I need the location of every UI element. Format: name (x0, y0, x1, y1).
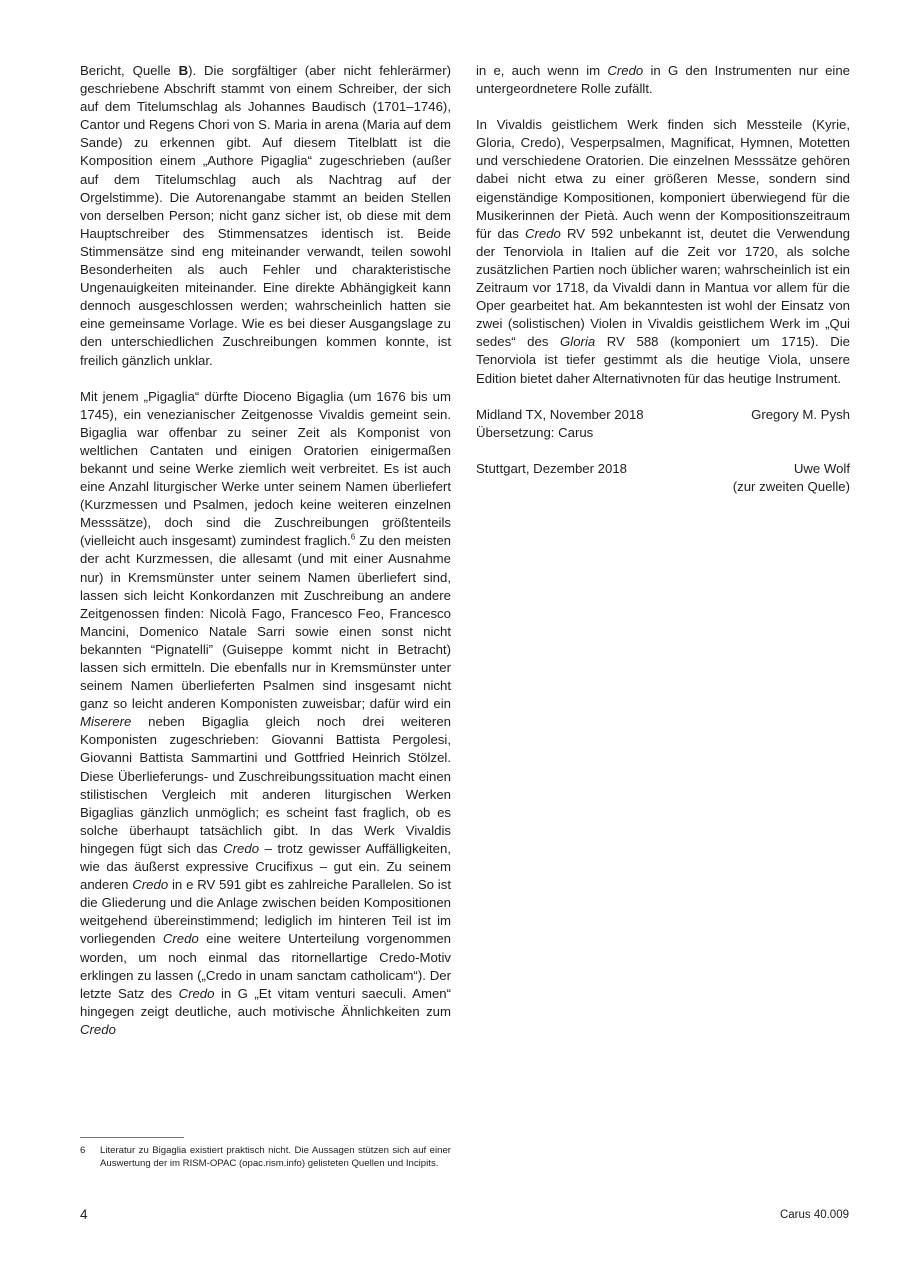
work-title: Gloria (560, 334, 596, 350)
work-title: Credo (80, 1021, 116, 1037)
catalog-number: Carus 40.009 (779, 1209, 849, 1221)
paragraph-text: in e, auch wenn im (476, 63, 608, 78)
paragraph-text: Zu den meisten der acht Kurzmessen, die allesamt (und mit einer Ausnahme nur) in Kremsmünster unter seinem Namen überliefert sind, lassen sich leicht Konkordanzen mit Zuschreibung an andere Zeitgenossen finden: Nicolà Fago, Francesco Feo, Francesco Mancini, Domenico Natale Sarri sowie einen sonst nicht bekannten “Pignatelli” (Guiseppe kommt nicht in Betracht) lassen sich ermitteln. Die ebenfalls nur in Kremsmünster unter seinem Namen überlieferten Psalmen sind insgesamt nicht ganz so leicht anderen Komponisten zuweisbar; dafür wird ein (80, 533, 451, 712)
signature-block-wolf (476, 460, 850, 496)
paragraph-text: RV 592 unbekannt ist, deutet die Verwendung der Tenorviola in Italien auf die Zeit vor 1720, als solche zusätzlichen Partien noch üblicher waren; wahrscheinlich ist ein Zeitraum vor 1718, da Vivaldi dann in Mantua vor allem für die Oper gearbeitet hat. Am bekanntesten ist wohl der Einsatz von zwei (solistischen) Violen in Vivaldis geistlichem Werk im „Qui sedes“ des (476, 225, 850, 350)
footnote-number: 6 (80, 1145, 86, 1156)
signature-note: (zur zweiten Quelle) (732, 478, 850, 494)
left-column (80, 62, 451, 1057)
paragraph-text: RV 588 (komponiert um 1715). Die Tenorviola ist tiefer gestimmt als die heutige Viola, unsere Edition bietet daher Alternativnoten für das heutige Instrument. (476, 334, 850, 386)
work-title: Credo (178, 985, 215, 1001)
work-title: Miserere (80, 714, 132, 730)
work-title: Credo (162, 931, 199, 947)
paragraph-text: Bericht, Quelle B). Die sorgfältiger (aber nicht fehlerärmer) geschriebene Abschrift stammt von einem Schreiber, der sich auf dem Titelumschlag als Johannes Baudisch (1701–1746), Cantor und Regens Chori von S. Maria in arena (Maria auf dem Sande) zu erkennen gibt. Auf diesem Titelblatt ist die Komposition einem „Authore Pigaglia“ zugeschrieben (außer auf dem Titelumschlag auch als Nachtrag auf der Orgelstimme). Die Autorenangabe stammt an beiden Stellen von derselben Person; nicht ganz sicher ist, ob diese mit dem Hauptschreiber des Stimmensatzes identisch ist. Beide Stimmensätze sind eng miteinander verwandt, teilen sowohl Besonderheiten als auch Fehler und charakteristische Ungenauigkeiten miteinander. Eine direkte Abhängigkeit kann dennoch ausgeschlossen werden; wahrscheinlich hatten sie eine gemeinsame Vorlage. Wie es bei dieser Ausgangslage zu den unterschiedlichen Zuschreibungen kommen konnte, ist freilich gänzlich unklar. (80, 63, 452, 368)
work-title: Credo (132, 877, 169, 893)
paragraph-bigaglia (80, 388, 451, 1039)
signature-block-pysh (476, 406, 850, 442)
paragraph-vivaldi-sacred-works (476, 116, 850, 387)
right-column (476, 62, 850, 514)
work-title: Credo (524, 225, 561, 241)
paragraph-text: in G „Et vitam venturi saeculi. Amen“ hingegen zeigt deutliche, auch motivische Ähnlichkeiten zum (80, 985, 451, 1019)
signature-author: Gregory M. Pysh (751, 406, 850, 422)
paragraph-text: – trotz gewisser Auffälligkeiten, wie das äußerst expressive Crucifixus – gut ein. Zu seinem anderen (80, 840, 451, 893)
paragraph-text: Mit jenem „Pigaglia“ dürfte Dioceno Bigaglia (um 1676 bis um 1745), ein venezianischer Zeitgenosse Vivaldis gemeint sein. Bigaglia war offenbar zu seiner Zeit als Komponist von weltlichen Cantaten und einigen Oratorien einigermaßen bekannt und seine Werke ziemlich weit verbreitet. Es ist auch eine Anzahl liturgischer Werke unter seinem Namen überliefert (Kurzmessen und Psalmen, jedoch keine weiteren einzelnen Messsätze), doch sind die Zuschreibungen größtenteils (vielleicht auch insgesamt) zumindest fraglich. (80, 388, 451, 549)
signature-place-date: Stuttgart, Dezember 2018 (476, 460, 628, 476)
translation-credit: Übersetzung: Carus (476, 424, 594, 440)
paragraph-text: In Vivaldis geistlichem Werk finden sich Messteile (Kyrie, Gloria, Credo), Vesperpsalmen, Magnificat, Hymnen, Motetten und verschiedene Oratorien. Die einzelnen Messsätze gehören dabei nicht etwa zu einer größeren Messe, sondern sind eigenständige Kompositionen, komponiert überwiegend für die Musikerinnen der Pietà. Auch wenn der Kompositionszeitraum für das (476, 117, 850, 241)
page-number: 4 (80, 1207, 88, 1222)
footnote-divider (80, 1137, 184, 1138)
paragraph-source-description (80, 62, 451, 370)
paragraph-text: eine weitere Unterteilung vorgenommen worden, um noch einmal das ritornellartige Credo-Motiv erklingen zu lassen („Credo in unam sanctam catholicam“). Der letzte Satz des (80, 931, 451, 1001)
work-title: Credo (223, 840, 260, 856)
work-title: Credo (607, 63, 644, 78)
source-letter: B (178, 63, 189, 78)
footnote-reference[interactable]: 6 (350, 532, 356, 542)
footnote-text: Literatur zu Bigaglia existiert praktisch nicht. Die Aussagen stützen sich auf einer Auswertung der im RISM-OPAC (opac.rism.info) gelisteten Quellen und Incipits. (100, 1145, 451, 1170)
paragraph-text: in G den Instrumenten nur eine untergeordnetere Rolle zufällt. (476, 63, 850, 97)
signature-place-date: Midland TX, November 2018 (476, 406, 644, 422)
paragraph-continuation (476, 62, 850, 98)
signature-author: Uwe Wolf (793, 460, 850, 476)
paragraph-text: neben Bigaglia gleich noch drei weiteren Komponisten zugeschrieben: Giovanni Battista Pergolesi, Giovanni Battista Sammartini und Gottfried Heinrich Stölzel. Diese Überlieferungs- und Zuschreibungssituation macht einen stilistischen Vergleich mit anderen liturgischen Werken Bigaglias gänzlich unmöglich; es scheint fast fraglich, ob es solche überhaupt tatsächlich gibt. In das Werk Vivaldis hingegen fügt sich das (80, 714, 451, 856)
footnote (80, 1144, 451, 1171)
paragraph-text: in e RV 591 gibt es zahlreiche Parallelen. So ist die Gliederung und die Anlage zwischen beiden Kompositionen weitgehend übereinstimmend; lediglich im hinteren Teil ist im vorliegenden (80, 877, 451, 947)
